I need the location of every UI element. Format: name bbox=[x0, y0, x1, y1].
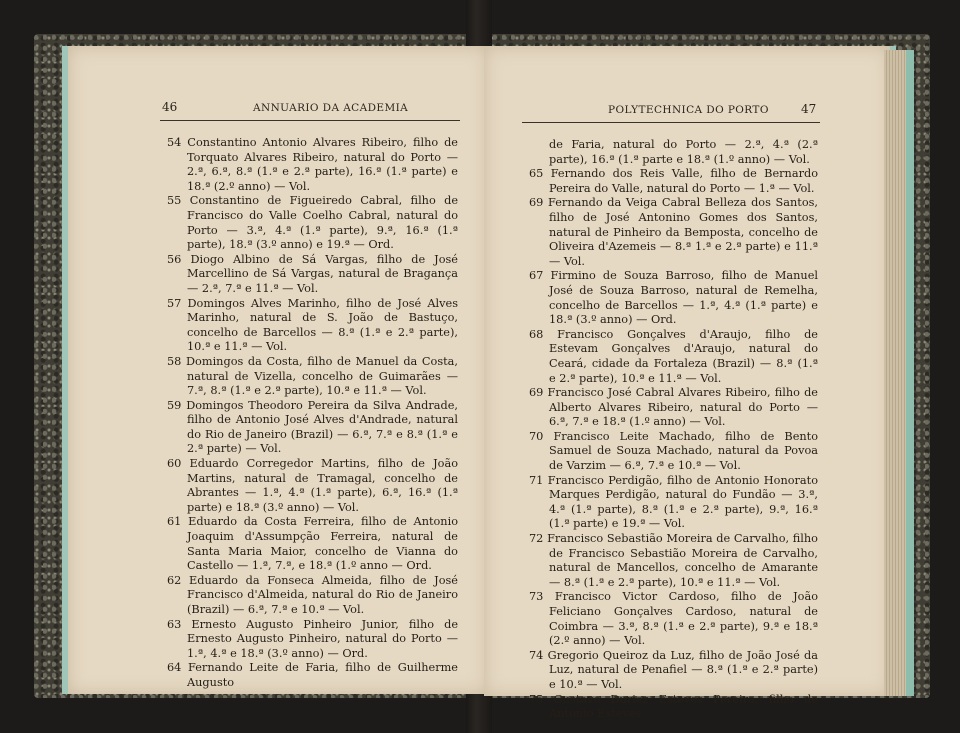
list-item bbox=[522, 474, 818, 532]
list-item bbox=[160, 661, 458, 690]
left-header-rule bbox=[160, 120, 460, 121]
entry-text: Francisco José Cabral Alvares Ribeiro, filho de Alberto Alvares Ribeiro, natural do Porto — 6.ª, 7.ª e 18.ª (1.º anno) — Vol. bbox=[547, 386, 818, 429]
list-item bbox=[160, 574, 458, 618]
list-item bbox=[160, 297, 458, 355]
entry-number: 68 bbox=[529, 327, 544, 341]
entry-number: 60 bbox=[167, 457, 182, 471]
entry-number: 64 bbox=[167, 661, 182, 675]
entry-number: 72 bbox=[529, 532, 544, 546]
list-item bbox=[522, 196, 818, 269]
list-item bbox=[522, 590, 818, 648]
list-item bbox=[522, 430, 818, 474]
left-entries-list bbox=[160, 136, 458, 691]
list-item bbox=[522, 328, 818, 386]
entry-text: Diogo Albino de Sá Vargas, filho de José Marcellino de Sá Vargas, natural de Bragança — 2.ª, 7.ª e 11.ª — Vol. bbox=[187, 252, 458, 295]
list-item bbox=[160, 194, 458, 252]
entry-number: 73 bbox=[529, 590, 544, 604]
entry-text: Francisco Sebastião Moreira de Carvalho, filho de Francisco Sebastião Moreira de Carvalho, natural de Mancellos, concelho de Amarante — 8.ª (1.ª e 2.ª parte), 10.ª e 11.ª — Vol. bbox=[547, 532, 818, 589]
list-item bbox=[522, 649, 818, 693]
entry-text: Francisco Perdigão, filho de Antonio Honorato Marques Perdigão, natural do Fundão — 3.ª, 4.ª (1.ª parte), 8.ª (1.ª e 2.ª parte), 9.ª, 16.ª (1.ª parte) e 19.ª — Vol. bbox=[547, 473, 819, 531]
entry-text: Francisco Gonçalves d'Araujo, filho de Estevam Gonçalves d'Araujo, natural do Ceará, cidade da Fortaleza (Brazil) — 8.ª (1.ª e 2.ª parte), 10.ª e 11.ª — Vol. bbox=[549, 327, 818, 385]
right-page bbox=[484, 46, 896, 721]
entry-text: Francisco Leite Machado, filho de Bento Samuel de Souza Machado, natural da Povoa de Varzim — 6.ª, 7.ª e 10.ª — Vol. bbox=[549, 429, 818, 473]
list-item bbox=[522, 693, 818, 722]
list-item bbox=[160, 515, 458, 573]
list-item bbox=[160, 253, 458, 297]
right-header-rule bbox=[522, 122, 820, 123]
page-edges bbox=[884, 50, 908, 696]
entry-number: 62 bbox=[167, 573, 182, 587]
entry-number: 54 bbox=[167, 136, 182, 149]
entry-number: 63 bbox=[167, 617, 182, 631]
list-item bbox=[160, 618, 458, 662]
entry-number: 65 bbox=[529, 167, 544, 181]
entry-number: 67 bbox=[529, 269, 544, 283]
left-page bbox=[62, 46, 488, 694]
entry-text: Eduardo Corregedor Martins, filho de João Martins, natural de Tramagal, concelho de Abrantes — 1.ª, 4.ª (1.ª parte), 6.ª, 16.ª (1.ª parte) e 18.ª (3.º anno) — Vol. bbox=[187, 457, 459, 514]
right-entries-list bbox=[522, 138, 818, 722]
entry-text: Eduardo da Fonseca Almeida, filho de José Francisco d'Almeida, natural do Rio de Janeiro (Brazil) — 6.ª, 7.ª e 10.ª — Vol. bbox=[187, 573, 458, 616]
list-item bbox=[160, 457, 458, 515]
entry-text: Domingos Alves Marinho, filho de José Alves Marinho, natural de S. João de Bastuço, concelho de Barcellos — 8.ª (1.ª e 2.ª parte), 10.ª e 11.ª — Vol. bbox=[187, 296, 458, 354]
entry-text: Domingos da Costa, filho de Manuel da Costa, natural de Vizella, concelho de Guimarães — 7.ª, 8.ª (1.ª e 2.ª parte), 10.ª e 11.ª — Vol. bbox=[186, 354, 459, 398]
list-item bbox=[522, 532, 818, 590]
left-running-head: ANNUARIO DA ACADEMIA bbox=[253, 102, 409, 114]
page-edge-tint bbox=[906, 50, 914, 696]
entry-text: Gregorio Queiroz da Luz, filho de João José da Luz, natural de Penafiel — 8.ª (1.ª e 2.ª parte) e 10.ª — Vol. bbox=[547, 648, 819, 691]
list-item bbox=[522, 269, 818, 327]
list-item bbox=[160, 136, 458, 194]
entry-number: 56 bbox=[167, 252, 182, 266]
entry-text: Constantino Antonio Alvares Ribeiro, filho de Torquato Alvares Ribeiro, natural do Porto — 2.ª, 6.ª, 8.ª (1.ª e 2.ª parte), 16.ª (1.ª parte) e 18.ª (2.º anno) — Vol. bbox=[187, 136, 458, 193]
entry-number: 57 bbox=[167, 296, 182, 310]
entry-text: Fernando Leite de Faria, filho de Guilherme Augusto bbox=[187, 661, 458, 689]
entry-text: Fernando da Veiga Cabral Belleza dos Santos, filho de José Antonino Gomes dos Santos, natural de Pinheiro da Bemposta, concelho de Oliveira d'Azemeis — 8.ª 1.ª e 2.ª parte) e 11.ª — Vol. bbox=[548, 196, 819, 268]
entry-number: 75 bbox=[529, 692, 544, 706]
right-page-number: 47 bbox=[801, 102, 817, 116]
entry-number: 69 bbox=[529, 386, 544, 400]
entry-text: Domingos Theodoro Pereira da Silva Andrade, filho de Antonio José Alves d'Andrade, natural do Rio de Janeiro (Brazil) — 6.ª, 7.ª e 8.ª (1.ª e 2.ª parte) — Vol. bbox=[186, 398, 459, 456]
right-running-head: POLYTECHNICA DO PORTO bbox=[608, 104, 769, 116]
entry-number: 55 bbox=[167, 194, 182, 208]
continuation-line: de Faria, natural do Porto — 2.ª, 4.ª (2.ª parte), 16.ª (1.ª parte e 18.ª (1.º anno) — Vol. bbox=[549, 138, 818, 166]
entry-number: 61 bbox=[167, 515, 182, 529]
list-item bbox=[522, 386, 818, 430]
entry-text: Ernesto Augusto Pinheiro Junior, filho de Ernesto Augusto Pinheiro, natural do Porto — 1.ª, 4.ª e 18.ª (3.º anno) — Ord. bbox=[187, 617, 458, 660]
entry-text: Francisco Victor Cardoso, filho de João Feliciano Gonçalves Cardoso, natural de Coimbra — 3.ª, 8.ª (1.ª e 2.ª parte), 9.ª e 18.ª (2.º anno) — Vol. bbox=[549, 590, 818, 648]
list-item bbox=[160, 399, 458, 457]
entry-text: Firmino de Souza Barroso, filho de Manuel José de Souza Barroso, natural de Remelha, concelho de Barcellos — 1.ª, 4.ª (1.ª parte) e 18.ª (3.º anno) — Ord. bbox=[549, 269, 819, 327]
entry-number: 59 bbox=[167, 398, 182, 412]
entry-number: 70 bbox=[529, 429, 544, 443]
entry-number: 71 bbox=[529, 473, 544, 487]
list-item bbox=[522, 167, 818, 196]
entry-text: Constantino de Figueiredo Cabral, filho de Francisco do Valle Coelho Cabral, natural do Porto — 3.ª, 4.ª (1.ª parte), 9.ª, 16.ª (1.ª parte), 18.ª (3.º anno) e 19.ª — Ord. bbox=[187, 194, 458, 252]
entry-number: 58 bbox=[167, 354, 182, 368]
entry-text: Fernando dos Reis Valle, filho de Bernardo Pereira do Valle, natural do Porto — 1.ª — Vol. bbox=[549, 167, 819, 195]
entry-number: 69 bbox=[529, 196, 544, 210]
entry-number: 74 bbox=[529, 648, 544, 662]
entry-text: Eduardo da Costa Ferreira, filho de Antonio Joaquim d'Assumpção Ferreira, natural de Santa Maria Maior, concelho de Vianna do Castello — 1.ª, 7.ª, e 18.ª (1.º anno — Ord. bbox=[187, 515, 458, 573]
list-item bbox=[160, 355, 458, 399]
left-page-number: 46 bbox=[162, 100, 178, 114]
entry-text: Gustavo Duriez Esteves Pereira, filho de Antonio Esteves bbox=[549, 692, 818, 721]
